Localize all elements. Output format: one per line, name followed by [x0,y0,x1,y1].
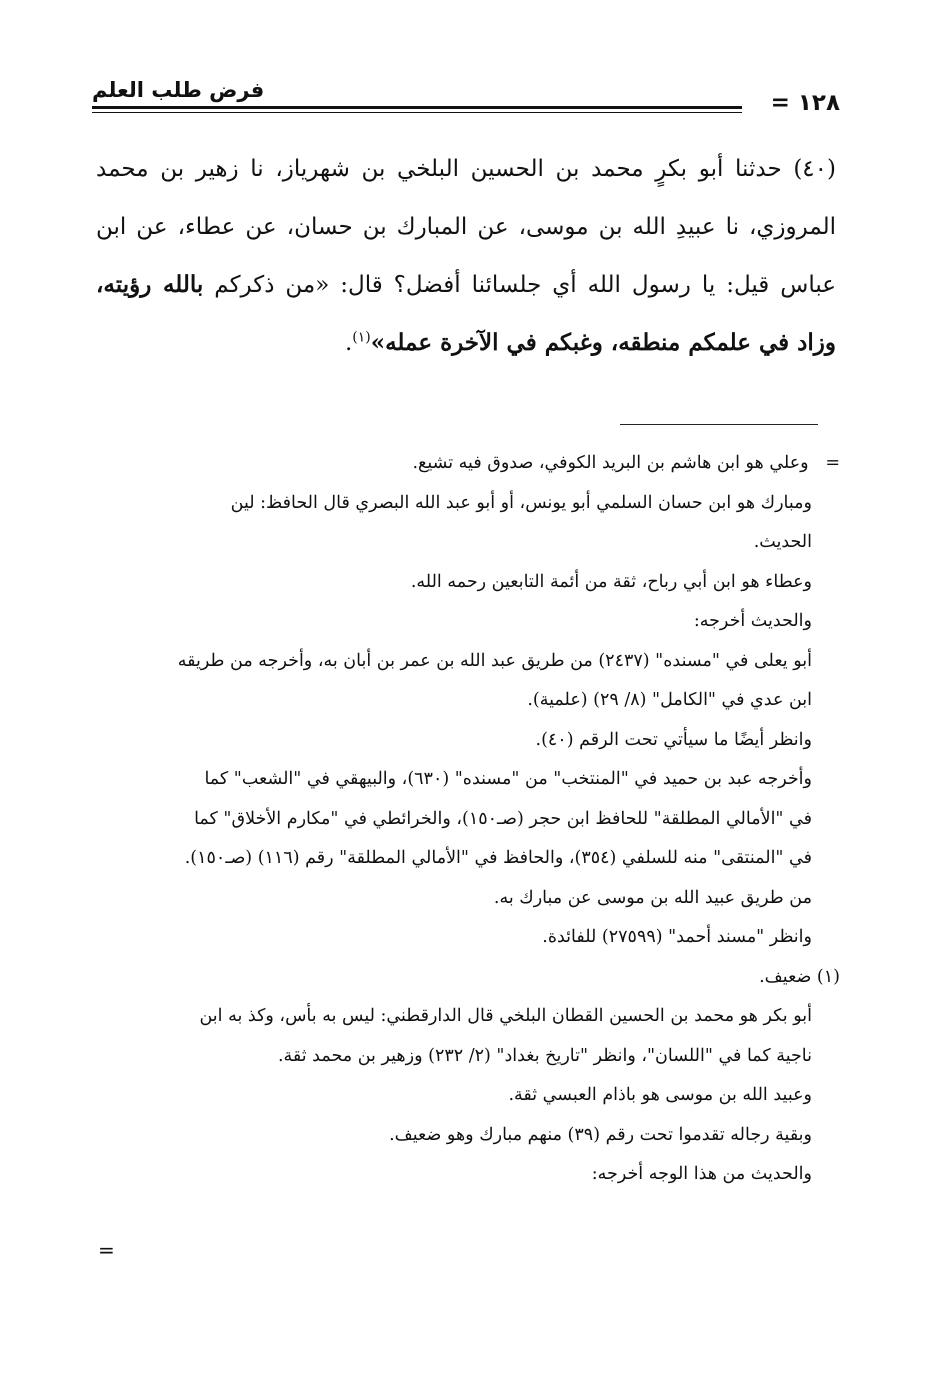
footnotes [100,444,840,1195]
footnote-line: ناجية كما في "اللسان"، وانظر "تاريخ بغداد" (٢/ ٢٣٢) وزهير بن محمد ثقة. [277,1045,812,1066]
footnote-line: في "الأمالي المطلقة" للحافظ ابن حجر (صـ١٥٠)، والخرائطي في "مكارم الأخلاق" كما [194,808,812,829]
footnote-reference: (١) [352,329,371,346]
footnote-line: ومبارك هو ابن حسان السلمي أبو يونس، أو أبو عبد الله البصري قال الحافظ: لين [230,492,812,513]
hadith-line-3: عن ابن عباس قيل: يا رسول الله أي جلسائنا أفضل؟ قال: «من ذكركم [96,214,836,298]
footnote-end-marker: = [98,1238,115,1262]
footnote-1-marker: (١) ضعيف. [759,966,840,987]
footnote-line: وانظر "مسند أحمد" (٢٧٥٩٩) للفائدة. [542,927,812,947]
running-title: فرض طلب العلم [92,78,265,102]
hadith-end-dot: . [344,330,353,356]
hadith-line-1: (٤٠) حدثنا أبو بكرٍ محمد بن الحسين البلخي بن شهرياز، نا زهير بن [160,156,836,182]
footnote-line: وبقية رجاله تقدموا تحت رقم (٣٩) منهم مبارك وهو ضعيف. [389,1124,812,1145]
footnote-continuation-line [100,444,840,484]
footnote-separator [620,424,818,425]
page-header [92,78,840,128]
footnote-line: وأخرجه عبد بن حميد في "المنتخب" من "مسنده" (٦٣٠)، والبيهقي في "الشعب" كما [204,769,812,789]
footnote-line: ابن عدي في "الكامل" (٨/ ٢٩) (علمية). [527,690,812,710]
hadith-line-2: محمد المروزي، نا عبيدِ الله بن موسى، عن المبارك بن حسان، عن عطاء، [96,156,837,240]
header-rule-thick [92,106,742,109]
footnote-line: الحديث. [753,532,812,552]
footnote-line: أبو يعلى في "مسنده" (٢٤٣٧) من طريق عبد الله بن عمر بن أبان به، وأخرجه من طريقه [177,650,812,671]
header-rule-thin [92,112,742,113]
footnote-line: وانظر أيضًا ما سيأتي تحت الرقم (٤٠). [535,729,812,750]
page-number: ١٢٨ = [765,90,840,116]
footnote-line: والحديث أخرجه: [693,611,812,631]
footnote-line: وعبيد الله بن موسى هو باذام العبسي ثقة. [508,1085,812,1105]
footnote-line: في "المنتقى" منه للسلفي (٣٥٤)، والحافظ في "الأمالي المطلقة" رقم (١١٦) (صـ١٥٠). [184,848,812,868]
footnote-line: من طريق عبيد الله بن موسى عن مبارك به. [493,887,812,908]
footnote-line: وعلي هو ابن هاشم بن البريد الكوفي، صدوق فيه تشيع. [412,453,809,473]
hadith-text [96,140,836,372]
footnote-line: أبو بكر هو محمد بن الحسين القطان البلخي قال الدارقطني: ليس به بأس، وكذ به ابن [199,1006,812,1026]
hadith-line-4: بالله رؤيته، وزاد في علمكم منطقه، وغبكم في الآخرة عمله» [96,271,836,356]
footnote-line: وعطاء هو ابن أبي رباح، ثقة من أئمة التابعين رحمه الله. [410,571,812,592]
continuation-marker: = [825,453,840,473]
footnote-line: والحديث من هذا الوجه أخرجه: [591,1164,812,1184]
